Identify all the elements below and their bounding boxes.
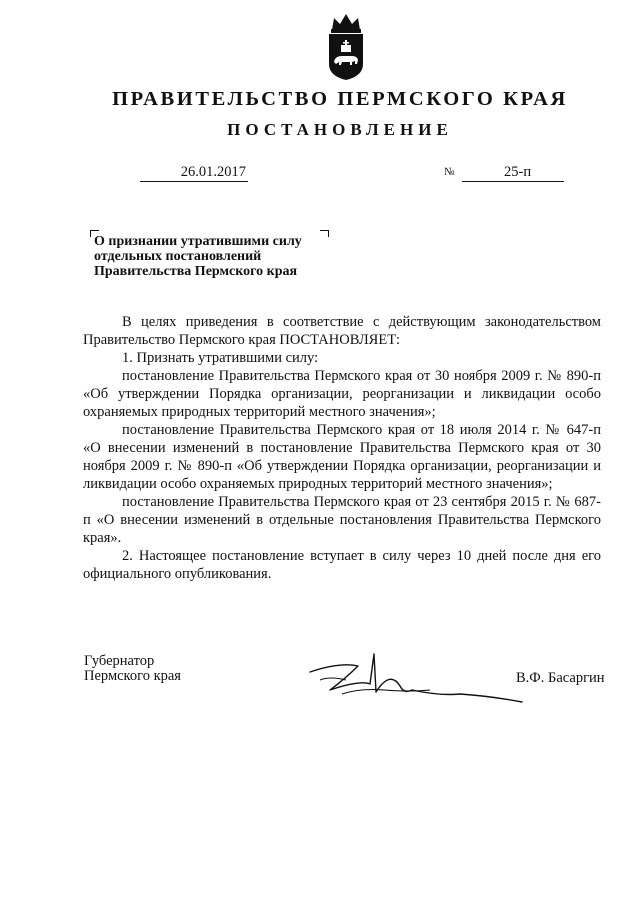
document-date: 26.01.2017 (140, 163, 248, 182)
number-sign: № (444, 166, 455, 178)
body-paragraph: постановление Правительства Пермского края от 18 июля 2014 г. № 647-п «О внесении изменений в постановление Правительства Пермского края от 30 ноября 2009 г. № 890-п «Об утверждении Порядка организации, реорганизации и ликвидации особо охраняемых природных территорий местного значения»; (83, 422, 601, 492)
body-paragraph: 1. Признать утратившими силу: (122, 350, 319, 366)
signatory-position (84, 654, 181, 684)
body-paragraph: В целях приведения в соответствие с действующим законодательством Правительство Пермского края ПОСТАНОВЛЯЕТ: (83, 314, 601, 348)
position-line: Губернатор (84, 653, 155, 669)
handwritten-signature (300, 650, 525, 715)
document-number: 25-п (462, 163, 564, 182)
signatory-name: В.Ф. Басаргин (516, 670, 605, 686)
government-title: ПРАВИТЕЛЬСТВО ПЕРМСКОГО КРАЯ (112, 88, 568, 110)
subject-line: отдельных постановлений (94, 249, 262, 264)
subject-line: О признании утратившими силу (94, 234, 302, 249)
coat-of-arms-icon (322, 12, 370, 82)
subject-line: Правительства Пермского края (94, 264, 298, 279)
document-subject (94, 234, 394, 279)
body-paragraph: постановление Правительства Пермского края от 23 сентября 2015 г. № 687-п «О внесении изменений в отдельные постановления Правительства Пермского края». (83, 494, 601, 546)
body-paragraph: 2. Настоящее постановление вступает в силу через 10 дней после дня его официального опубликования. (83, 548, 601, 582)
body-paragraph: постановление Правительства Пермского края от 30 ноября 2009 г. № 890-п «Об утверждении Порядка организации, реорганизации и ликвидации особо охраняемых природных территорий местного значения»; (83, 368, 601, 420)
document-body (83, 313, 601, 583)
document-type: ПОСТАНОВЛЕНИЕ (227, 120, 453, 139)
position-line: Пермского края (84, 668, 181, 684)
